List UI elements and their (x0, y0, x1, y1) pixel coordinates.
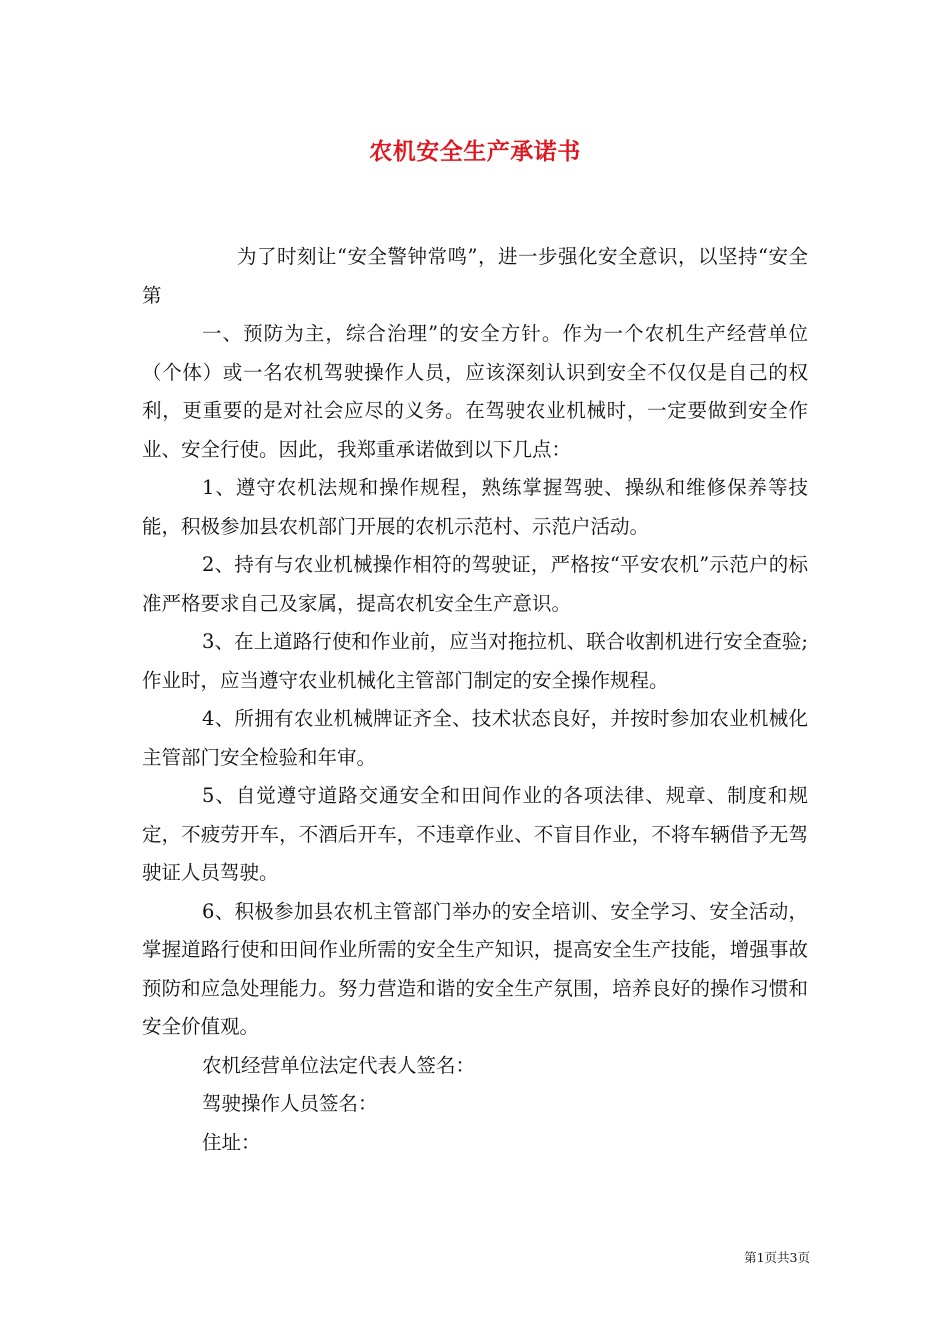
commitment-item-1: 1、遵守农机法规和操作规程，熟练掌握驾驶、操纵和维修保养等技能，积极参加县农机部门开展的农机示范村、示范户活动。 (142, 476, 808, 538)
document-title: 农机安全生产承诺书 (369, 138, 581, 165)
legal-rep-signature-line: 农机经营单位法定代表人签名： (202, 1053, 476, 1077)
commitment-item-4: 4、所拥有农业机械牌证齐全、技术状态良好，并按时参加农业机械化主管部门安全检验和年审。 (142, 707, 808, 769)
commitment-item-5: 5、自觉遵守道路交通安全和田间作业的各项法律、规章、制度和规定，不疲劳开车，不酒后开车，不违章作业、不盲目作业，不将车辆借予无驾驶证人员驾驶。 (142, 784, 808, 884)
commitment-item-2: 2、持有与农业机械操作相符的驾驶证，严格按“平安农机”示范户的标准严格要求自己及家属，提高农机安全生产意识。 (142, 553, 808, 615)
commitment-item-6: 6、积极参加县农机主管部门举办的安全培训、安全学习、安全活动，掌握道路行使和田间作业所需的安全生产知识，提高安全生产技能，增强事故预防和应急处理能力。努力营造和谐的安全生产氛围，培养良好的操作习惯和安全价值观。 (142, 899, 808, 1038)
address-line: 住址： (202, 1130, 261, 1154)
paragraph-policy: 一、预防为主，综合治理”的安全方针。作为一个农机生产经营单位（个体）或一名农机驾驶操作人员，应该深刻认识到安全不仅仅是自己的权利，更重要的是对社会应尽的义务。在驾驶农业机械时，一定要做到安全作业、安全行使。因此，我郑重承诺做到以下几点： (142, 322, 808, 461)
page-number: 第1页共3页 (744, 1250, 810, 1265)
operator-signature-line: 驾驶操作人员签名： (202, 1092, 378, 1115)
commitment-item-3: 3、在上道路行使和作业前，应当对拖拉机、联合收割机进行安全查验;作业时，应当遵守农业机械化主管部门制定的安全操作规程。 (142, 630, 808, 692)
document-body (142, 238, 808, 1162)
paragraph-intro: 为了时刻让“安全警钟常鸣”，进一步强化安全意识，以坚持“安全第 (142, 245, 808, 307)
